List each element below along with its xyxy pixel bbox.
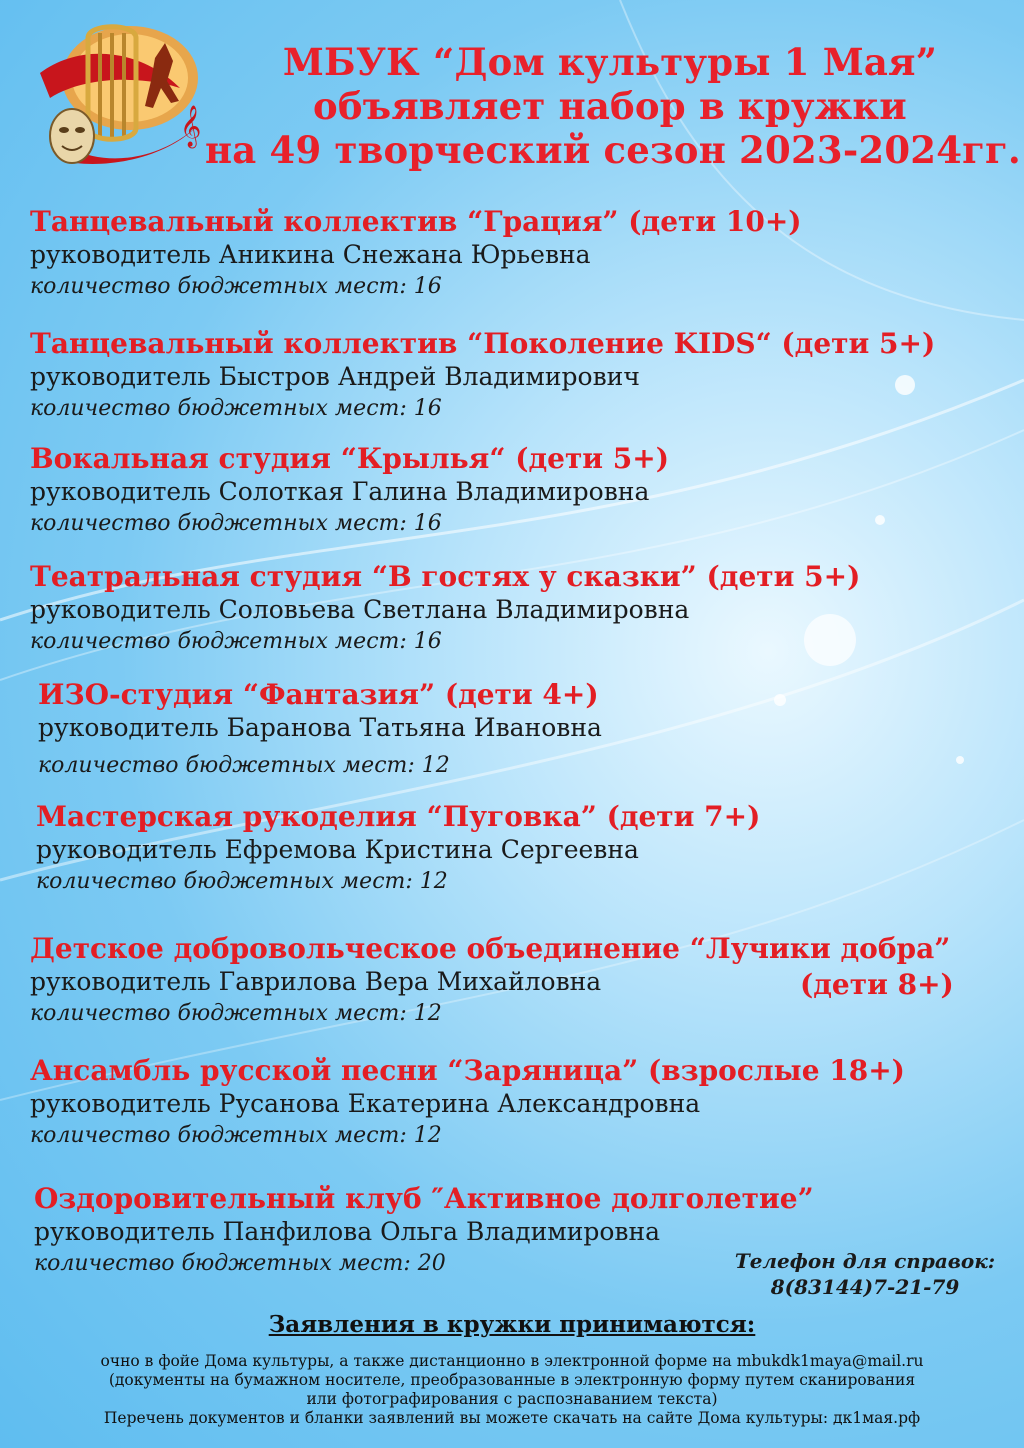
circle-places: количество бюджетных мест: 12 (38, 753, 450, 778)
circle-item (38, 678, 1018, 782)
circle-places: количество бюджетных мест: 12 (30, 1001, 442, 1026)
circle-leader: руководитель Панфилова Ольга Владимировна (34, 1217, 661, 1246)
applications-line-3: или фотографирования с распознаванием текста) (306, 1390, 718, 1408)
circle-title: Вокальная студия “Крылья“ (дети 5+) (30, 442, 669, 475)
circle-title: Ансамбль русской песни “Заряница” (взрослые 18+) (30, 1054, 905, 1087)
circle-title: Танцевальный коллектив “Поколение KIDS“ (дети 5+) (30, 327, 936, 360)
circle-places: количество бюджетных мест: 16 (30, 396, 442, 421)
announcement-header (205, 40, 1021, 172)
circle-places: количество бюджетных мест: 12 (30, 1123, 442, 1148)
header-line-2: объявляет набор в кружки (313, 84, 907, 128)
circle-places: количество бюджетных мест: 16 (30, 274, 442, 299)
circle-places: количество бюджетных мест: 12 (36, 869, 448, 894)
circle-places: количество бюджетных мест: 16 (30, 511, 442, 536)
phone-label: Телефон для справок: (734, 1249, 996, 1273)
circle-item (36, 800, 1016, 898)
circle-title: Театральная студия “В гостях у сказки” (дети 5+) (30, 560, 861, 593)
circle-title: Детское добровольческое объединение “Лучики добра” (30, 932, 951, 965)
circle-leader: руководитель Быстров Андрей Владимирович (30, 362, 640, 391)
circle-places: количество бюджетных мест: 16 (30, 629, 442, 654)
circle-leader: руководитель Баранова Татьяна Ивановна (38, 713, 602, 742)
applications-line-2: (документы на бумажном носителе, преобразованные в электронную форму путем сканирования (108, 1371, 916, 1389)
circle-leader: руководитель Солоткая Галина Владимировна (30, 477, 650, 506)
circle-item (30, 1054, 1010, 1152)
circle-title: ИЗО-студия “Фантазия” (дети 4+) (38, 678, 599, 711)
circle-item (30, 560, 1010, 658)
applications-line-4: Перечень документов и бланки заявлений вы можете скачать на сайте Дома культуры: дк1мая.рф (103, 1409, 921, 1427)
header-line-1: МБУК “Дом культуры 1 Мая” (282, 40, 938, 84)
lyre-theatre-logo-icon (30, 18, 205, 178)
applications-title: Заявления в кружки принимаются: (268, 1311, 756, 1338)
circle-age-note: (дети 8+) (800, 968, 954, 1001)
circle-title: Мастерская рукоделия “Пуговка” (дети 7+) (36, 800, 761, 833)
circle-leader: руководитель Аникина Снежана Юрьевна (30, 240, 591, 269)
circle-leader: руководитель Соловьева Светлана Владимировна (30, 595, 690, 624)
circle-title: Оздоровительный клуб ″Активное долголетие” (34, 1182, 814, 1215)
circle-item (30, 205, 1010, 303)
circle-places: количество бюджетных мест: 20 (34, 1251, 446, 1276)
circle-leader: руководитель Ефремова Кристина Сергеевна (36, 835, 639, 864)
applications-line-1: очно в фойе Дома культуры, а также дистанционно в электронной форме на mbukdk1maya@mail.ru (100, 1352, 924, 1370)
svg-text:𝄞: 𝄞 (180, 106, 202, 147)
circle-item (30, 327, 1010, 425)
circle-leader: руководитель Гаврилова Вера Михайловна (30, 967, 602, 996)
phone-number: 8(83144)7-21-79 (770, 1275, 960, 1299)
phone-info (715, 1248, 1015, 1300)
circle-title: Танцевальный коллектив “Грация” (дети 10+) (30, 205, 802, 238)
circle-leader: руководитель Русанова Екатерина Александровна (30, 1089, 701, 1118)
circle-item (30, 442, 1010, 540)
applications-info (10, 1352, 1014, 1428)
header-line-3: на 49 творческий сезон 2023-2024гг. (205, 128, 1021, 172)
